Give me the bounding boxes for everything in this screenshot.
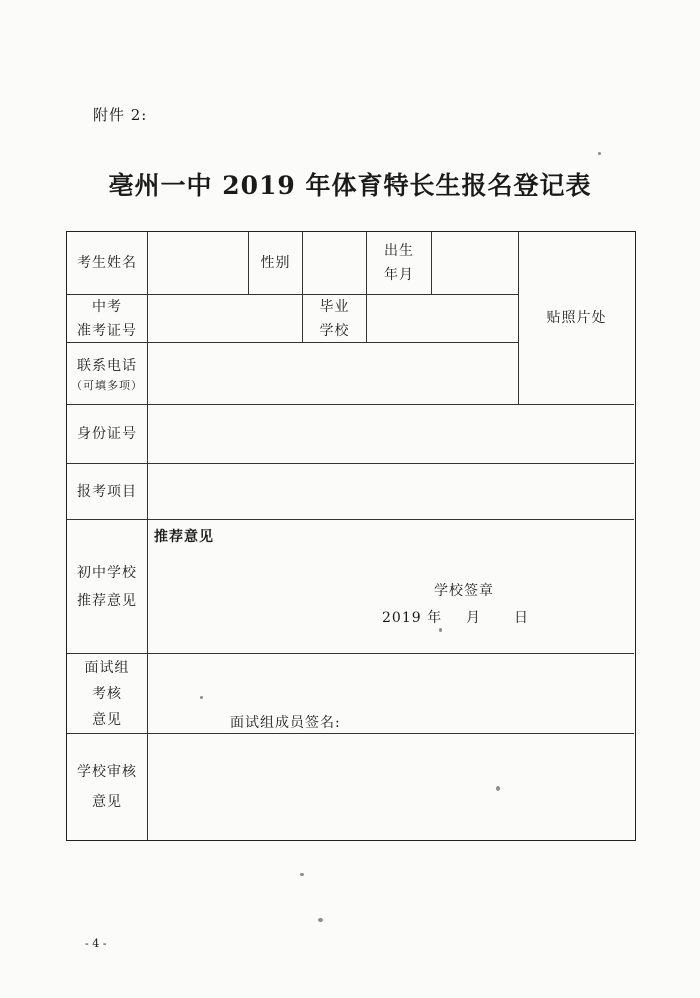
recommend-line2: 推荐意见 <box>77 592 137 609</box>
birth-label-line2: 年月 <box>384 267 414 283</box>
phone-label-text: 联系电话 <box>77 357 137 374</box>
scan-speck <box>300 873 304 876</box>
scan-speck <box>318 918 323 922</box>
exam-id-field[interactable] <box>148 295 302 342</box>
review-field[interactable] <box>148 734 634 840</box>
birth-label-line1: 出生 <box>384 243 414 259</box>
name-label: 考生姓名 <box>77 255 137 271</box>
gender-field[interactable] <box>303 232 366 294</box>
interview-line2: 考核 <box>92 685 122 702</box>
recommend-heading: 推荐意见 <box>154 529 214 545</box>
attachment-label: 附件 2: <box>93 106 148 124</box>
sport-label: 报考项目 <box>77 483 137 500</box>
review-line2: 意见 <box>92 794 122 810</box>
recommend-field[interactable] <box>148 520 634 653</box>
id-card-label: 身份证号 <box>77 426 137 442</box>
scan-speck <box>439 628 442 632</box>
phone-note: （可填多项） <box>71 378 143 392</box>
review-label <box>67 734 147 840</box>
school-seal-label: 学校签章 <box>434 583 494 599</box>
date-day: 日 <box>514 610 529 626</box>
phone-label <box>67 343 147 404</box>
date-month: 月 <box>466 610 481 626</box>
interview-sign-label: 面试组成员签名: <box>230 715 341 731</box>
interview-line1: 面试组 <box>84 659 130 676</box>
birth-label <box>367 232 431 294</box>
id-card-field[interactable] <box>148 405 634 463</box>
grad-school-label <box>303 295 366 342</box>
interview-line3: 意见 <box>92 711 122 728</box>
name-field[interactable] <box>148 232 248 294</box>
form-title: 亳州一中 2019 年体育特长生报名登记表 <box>108 171 592 200</box>
recommend-label <box>67 520 147 653</box>
photo-area[interactable]: 贴照片处 <box>546 310 607 326</box>
phone-field[interactable] <box>148 343 518 404</box>
date-year: 2019 年 <box>382 610 443 626</box>
exam-id-line1: 中考 <box>92 298 122 315</box>
interview-label <box>67 654 147 733</box>
grad-school-field[interactable] <box>367 295 518 342</box>
review-line1: 学校审核 <box>77 764 137 780</box>
grad-school-line2: 学校 <box>319 322 350 339</box>
grad-school-line1: 毕业 <box>319 298 350 315</box>
exam-id-line2: 准考证号 <box>77 322 137 339</box>
scan-speck <box>598 152 601 155</box>
gender-label: 性别 <box>260 255 291 271</box>
exam-id-label <box>67 295 147 342</box>
interview-field[interactable] <box>148 654 634 733</box>
registration-form <box>66 231 636 841</box>
recommend-line1: 初中学校 <box>77 564 137 581</box>
scan-speck <box>200 696 203 699</box>
page-number: - 4 - <box>85 937 107 950</box>
scan-speck <box>496 786 500 791</box>
birth-field[interactable] <box>432 232 518 294</box>
sport-field[interactable] <box>148 464 634 519</box>
